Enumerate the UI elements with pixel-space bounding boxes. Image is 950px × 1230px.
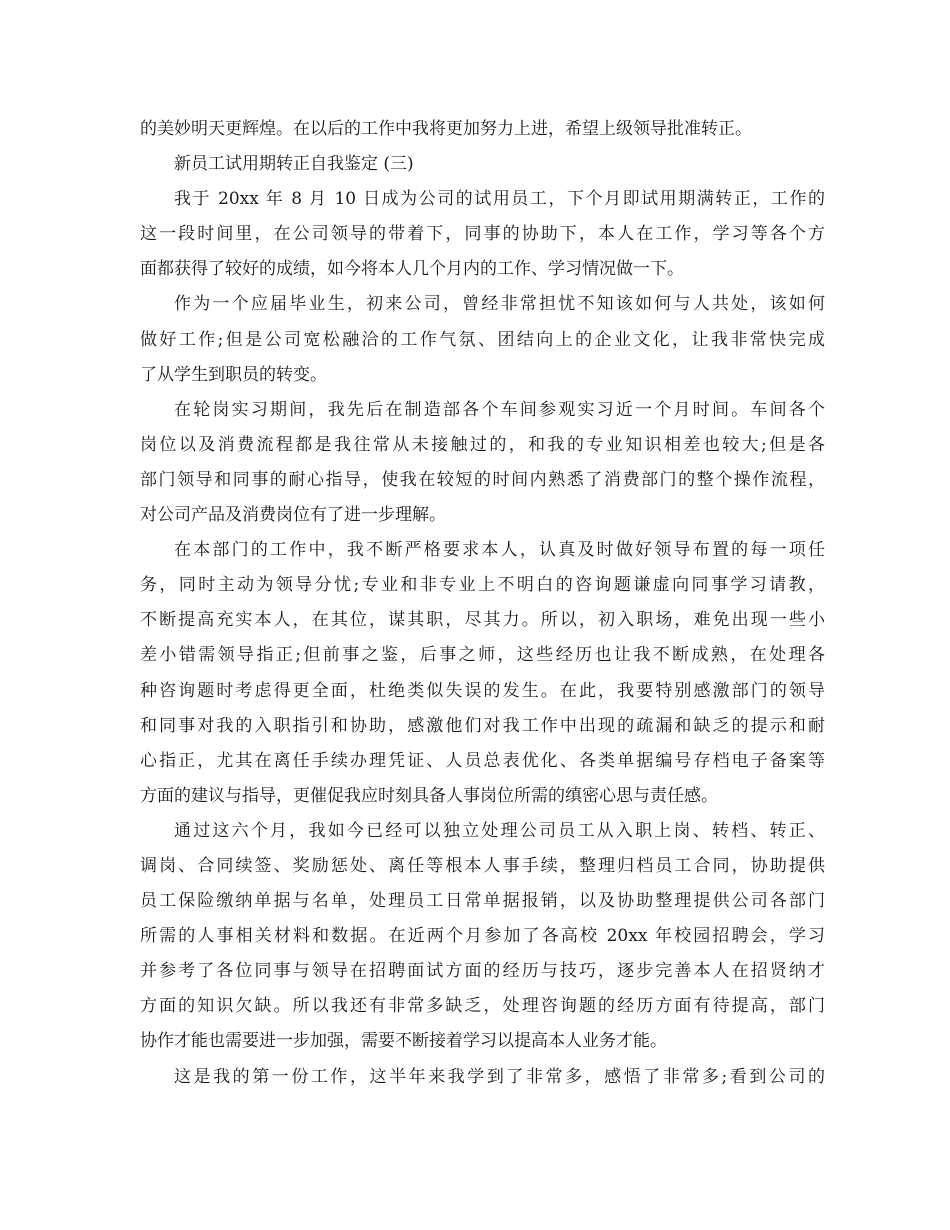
text-line: 差小错需领导指正;但前事之鉴，后事之师，这些经历也让我不断成熟，在处理各	[140, 645, 825, 666]
text-line: 做好工作;但是公司宽松融洽的工作气氛、团结向上的企业文化，让我非常快完成	[140, 329, 825, 350]
text-line: 在轮岗实习期间，我先后在制造部各个车间参观实习近一个月时间。车间各个	[174, 399, 825, 420]
text-line: 所需的人事相关材料和数据。在近两个月参加了各高校 20xx 年校园招聘会，学习	[140, 926, 825, 947]
text-line: 部门领导和同事的耐心指导，使我在较短的时间内熟悉了消费部门的整个操作流程，	[140, 469, 825, 490]
text-line: 这是我的第一份工作，这半年来我学到了非常多，感悟了非常多;看到公司的	[174, 1066, 825, 1087]
text-line: 我于 20xx 年 8 月 10 日成为公司的试用员工，下个月即试用期满转正，工作的	[174, 189, 825, 210]
text-line: 岗位以及消费流程都是我往常从未接触过的，和我的专业知识相差也较大;但是各	[140, 434, 825, 455]
text-line: 面都获得了较好的成绩，如今将本人几个月内的工作、学习情况做一下。	[140, 259, 684, 280]
text-line: 通过这六个月，我如今已经可以独立处理公司员工从入职上岗、转档、转正、	[174, 820, 825, 841]
text-line: 员工保险缴纳单据与名单，处理员工日常单据报销，以及协助整理提供公司各部门	[140, 891, 825, 912]
text-line: 的美妙明天更辉煌。在以后的工作中我将更加努力上进，希望上级领导批准转正。	[140, 119, 752, 139]
text-line: 调岗、合同续签、奖励惩处、离任等根本人事手续，整理归档员工合同，协助提供	[140, 855, 825, 876]
text-line: 心指正，尤其在离任手续办理凭证、人员总表优化、各类单据编号存档电子备案等	[140, 750, 825, 771]
text-line: 并参考了各位同事与领导在招聘面试方面的经历与技巧，逐步完善本人在招贤纳才	[140, 961, 825, 982]
text-line: 对公司产品及消费岗位有了进一步理解。	[140, 505, 446, 526]
text-line: 务，同时主动为领导分忧;专业和非专业上不明白的咨询题谦虚向同事学习请教，	[140, 575, 825, 596]
document-body	[140, 112, 825, 1095]
text-line: 不断提高充实本人，在其位，谋其职，尽其力。所以，初入职场，难免出现一些小	[140, 610, 825, 631]
text-line: 方面的建议与指导，更催促我应时刻具备人事岗位所需的缜密心思与责任感。	[140, 785, 718, 806]
section-heading: 新员工试用期转正自我鉴定 (三)	[174, 154, 414, 175]
text-line: 了从学生到职员的转变。	[140, 364, 327, 385]
text-line: 和同事对我的入职指引和协助，感激他们对我工作中出现的疏漏和缺乏的提示和耐	[140, 715, 825, 736]
text-line: 协作才能也需要进一步加强，需要不断接着学习以提高本人业务才能。	[140, 1031, 667, 1052]
text-line: 方面的知识欠缺。所以我还有非常多缺乏，处理咨询题的经历方面有待提高，部门	[140, 996, 825, 1017]
text-line: 在本部门的工作中，我不断严格要求本人，认真及时做好领导布置的每一项任	[174, 540, 825, 561]
text-line: 种咨询题时考虑得更全面，杜绝类似失误的发生。在此，我要特别感激部门的领导	[140, 680, 825, 701]
text-line: 这一段时间里，在公司领导的带着下，同事的协助下，本人在工作，学习等各个方	[140, 224, 825, 245]
text-line: 作为一个应届毕业生，初来公司，曾经非常担忧不知该如何与人共处，该如何	[174, 294, 825, 315]
